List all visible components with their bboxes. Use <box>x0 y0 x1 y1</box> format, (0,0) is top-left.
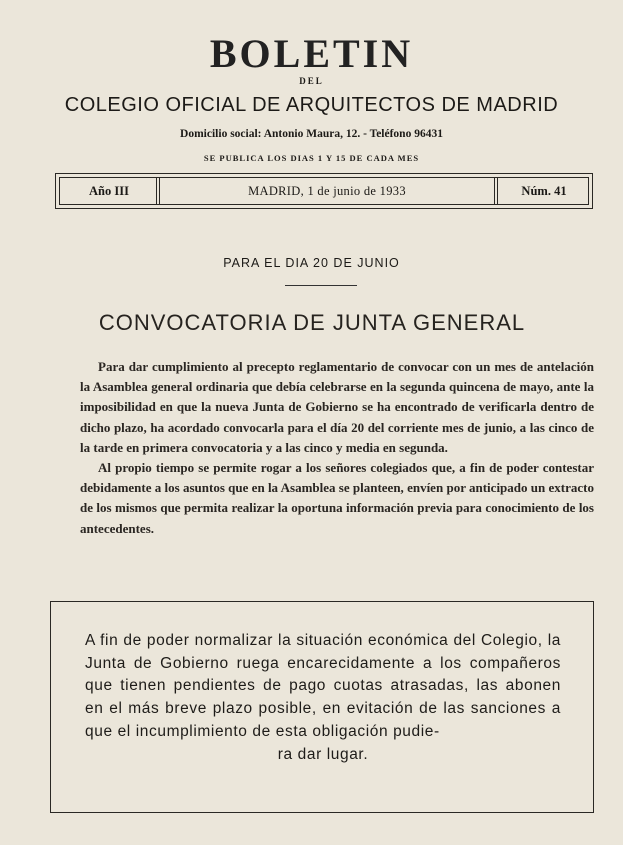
masthead-date: MADRID, 1 de junio de 1933 <box>248 183 406 198</box>
publication-frequency: SE PUBLICA LOS DIAS 1 Y 15 DE CADA MES <box>203 153 420 163</box>
masthead-year: Año III <box>89 183 129 198</box>
notice-box <box>50 601 594 813</box>
notice-body: A fin de poder normalizar la situación económica del Colegio, la Junta de Gobierno ruega encarecidamente a los compañeros que tienen pendientes de pago cuotas atrasadas, las abonen en el más breve plazo posible, en evitación de las sanciones a que el incumplimiento de esta obligación pudie- <box>85 632 561 740</box>
publication-organization: COLEGIO OFICIAL DE ARQUITECTOS DE MADRID <box>64 94 559 116</box>
publication-subtitle-del: DEL <box>299 76 324 86</box>
article-title: CONVOCATORIA DE JUNTA GENERAL <box>98 310 526 335</box>
publication-title: BOLETIN <box>209 31 414 76</box>
masthead-issue-number: Núm. 41 <box>521 183 567 198</box>
article-kicker: PARA EL DIA 20 DE JUNIO <box>223 256 400 270</box>
publication-address: Domicilio social: Antonio Maura, 12. - Teléfono 96431 <box>180 128 443 140</box>
notice-last-line: ra dar lugar. <box>277 745 369 763</box>
masthead-box <box>55 173 593 209</box>
masthead-inner <box>59 177 589 205</box>
kicker-rule <box>285 285 357 286</box>
notice-text <box>85 630 561 766</box>
article-paragraph-2: Al propio tiempo se permite rogar a los señores colegiados que, a fin de poder contestar debidamente a los asuntos que en la Asamblea se planteen, envíen por anticipado un extracto de los mismos que permita realizar la oportuna información previa para conocimiento de los antecedentes. <box>80 460 594 536</box>
article-paragraph-1: Para dar cumplimiento al precepto reglamentario de convocar con un mes de antelación la Asamblea general ordinaria que debía celebrarse en la segunda quincena de mayo, ante la imposibilidad en que la nueva Junta de Gobierno se ha encontrado de verificarla dentro de dicho plazo, ha acordado convocarla para el día 20 del corriente mes de junio, a las cinco de la tarde en primera convocatoria y a las cinco y media en segunda. <box>80 359 594 455</box>
article-body <box>80 357 594 539</box>
